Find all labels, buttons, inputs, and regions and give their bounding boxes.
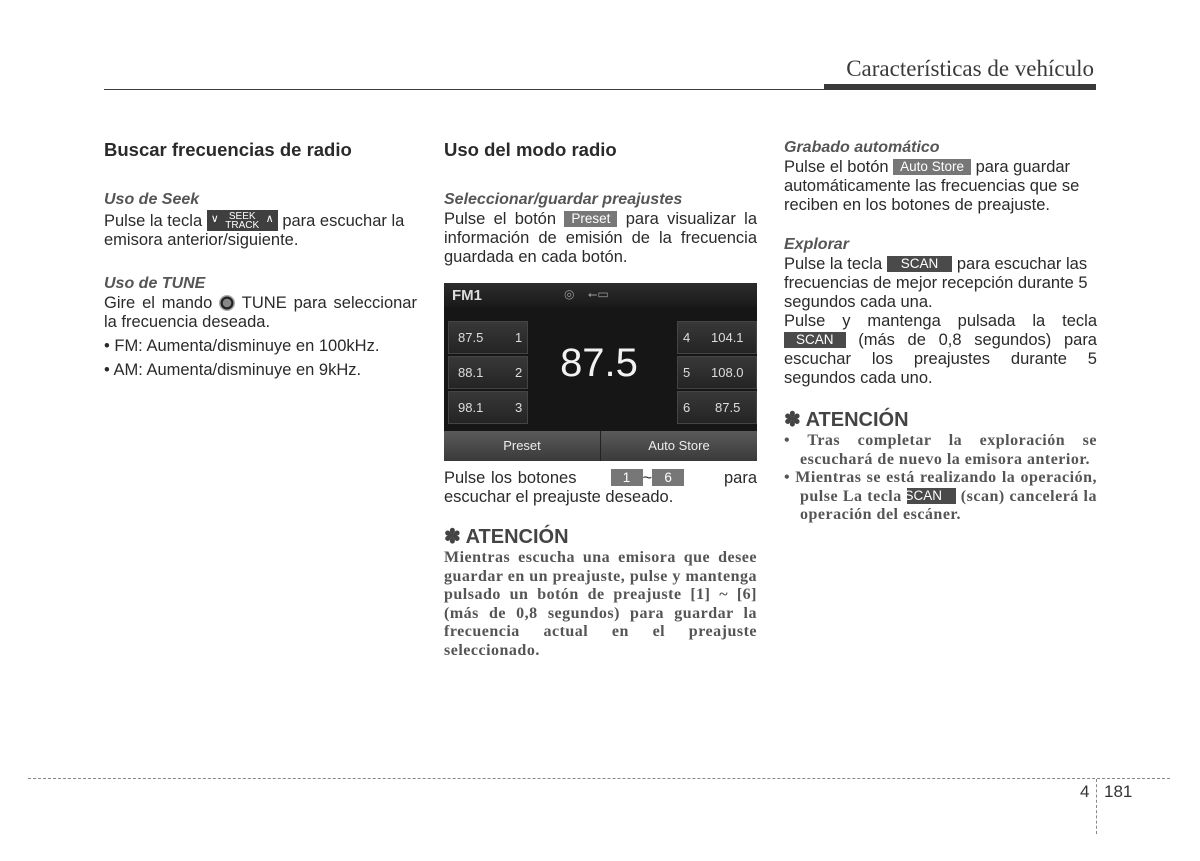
text: para visualizar la información de emisión de la frecuencia guardada en cada botón. [444,210,758,266]
bullet-am: • AM: Aumenta/disminuye en 9kHz. [104,361,362,379]
text: Pulse el botón [784,158,889,176]
text: Pulse los botones [444,469,577,487]
column-seek-tune [104,138,417,380]
preset-left-3 [448,391,528,424]
column-radio-mode [444,138,757,267]
preset-num: 2 [515,365,523,380]
bullet-fm: • FM: Aumenta/disminuye en 100kHz. [104,337,380,355]
scan-key: SCAN [887,256,953,272]
text: para escuchar las frecuencias de mejor recepción durante 5 segundos cada una. [784,255,1088,311]
current-frequency: 87.5 [560,341,638,385]
preset-right-5 [677,356,757,389]
seek-label: SEEK [228,211,256,222]
preset-value: 88.1 [458,365,484,380]
attention-bullet-2 [784,469,1097,525]
chapter-number: 4 [1080,782,1090,801]
radio-display [444,283,757,461]
scan-paragraph-1 [784,255,1097,312]
preset-6-key: 6 [652,469,684,486]
subheading-tune: Uso de TUNE [104,275,206,292]
footer-divider [1096,779,1097,834]
display-preset-button: Preset [503,438,541,453]
track-label: TRACK [225,220,260,231]
preset-value: 87.5 [715,400,741,415]
seek-track-key [207,210,278,231]
column-radio-mode-cont [444,469,757,660]
text: Pulse la tecla [784,255,883,273]
page-header-title: Características de vehículo [846,56,1094,81]
section-heading: Buscar frecuencias de radio [104,139,352,160]
subheading-presets: Seleccionar/guardar preajustes [444,191,683,208]
tune-knob-icon [219,295,235,311]
autostore-paragraph [784,158,1097,215]
section-heading: Uso del modo radio [444,139,617,160]
seek-key-label [223,212,262,230]
footer-rule [28,778,1170,779]
text: Pulse y mantenga pulsada la tecla [784,312,1097,330]
band-label: FM1 [452,287,482,304]
preset-value: 98.1 [458,400,484,415]
text: Gire el mando [104,294,213,312]
tilde: ~ [642,469,653,487]
preset-value: 108.0 [711,365,744,380]
display-autostore-button: Auto Store [648,438,710,453]
subheading-autostore: Grabado automático [784,139,940,156]
preset-left-1 [448,321,528,354]
preset-right-6 [677,391,757,424]
display-bottom-bar [444,431,757,461]
text: (más de 0,8 segundos) para escuchar los preajustes durante 5 segundos cada uno. [784,331,1097,387]
text: Pulse el botón [444,210,557,228]
status-icons: ◎ ⭠▭ [564,287,609,301]
preset-num: 4 [683,330,691,345]
text: • Mientras se está realizando la operación, pulse La tecla [784,469,1097,505]
preset-1-key: 1 [611,469,643,486]
preset-left-2 [448,356,528,389]
preset-num: 6 [683,400,691,415]
header-rule-accent [824,84,1096,90]
subheading-seek: Uso de Seek [104,191,200,208]
preset-buttons-paragraph [444,469,757,507]
attention-bullet-1: • Tras completar la exploración se escuchará de nuevo la emisora anterior. [784,432,1097,468]
scan-key: SCAN [907,488,957,504]
scan-key: SCAN [784,332,846,348]
preset-value: 104.1 [711,330,744,345]
scan-paragraph-2 [784,312,1097,388]
subheading-scan: Explorar [784,236,849,253]
autostore-key: Auto Store [893,159,971,175]
attention-heading: ✽ ATENCIÓN [784,409,909,431]
preset-num: 1 [515,330,523,345]
preset-key: Preset [564,211,617,227]
preset-paragraph [444,210,757,267]
column-autostore-scan [784,138,1097,525]
preset-right-4 [677,321,757,354]
chevron-up-icon: ∧ [265,213,274,225]
preset-num: 5 [683,365,691,380]
text: para escuchar el preajuste deseado. [444,469,757,506]
chevron-down-icon: ∨ [210,213,219,225]
text: (scan) cancelerá la operación del escáner. [800,487,1098,523]
tune-paragraph [104,294,417,332]
text: para guardar automáticamente las frecuencias que se reciben en los botones de preajuste. [784,158,1080,214]
preset-num: 3 [515,400,523,415]
text: para escuchar la emisora anterior/siguiente. [104,212,405,249]
page-number: 181 [1104,782,1133,801]
preset-value: 87.5 [458,330,484,345]
attention-heading: ✽ ATENCIÓN [444,526,569,548]
attention-text: Mientras escucha una emisora que desee guardar en un preajuste, pulse y mantenga pulsado un botón de preajuste [1] ~ [6] (más de 0,8 segundos) para guardar la frecuencia actual en el preajuste seleccionado. [444,549,757,659]
text: TUNE para seleccionar la frecuencia deseada. [104,294,417,331]
seek-paragraph [104,210,417,250]
text: Pulse la tecla [104,212,203,230]
